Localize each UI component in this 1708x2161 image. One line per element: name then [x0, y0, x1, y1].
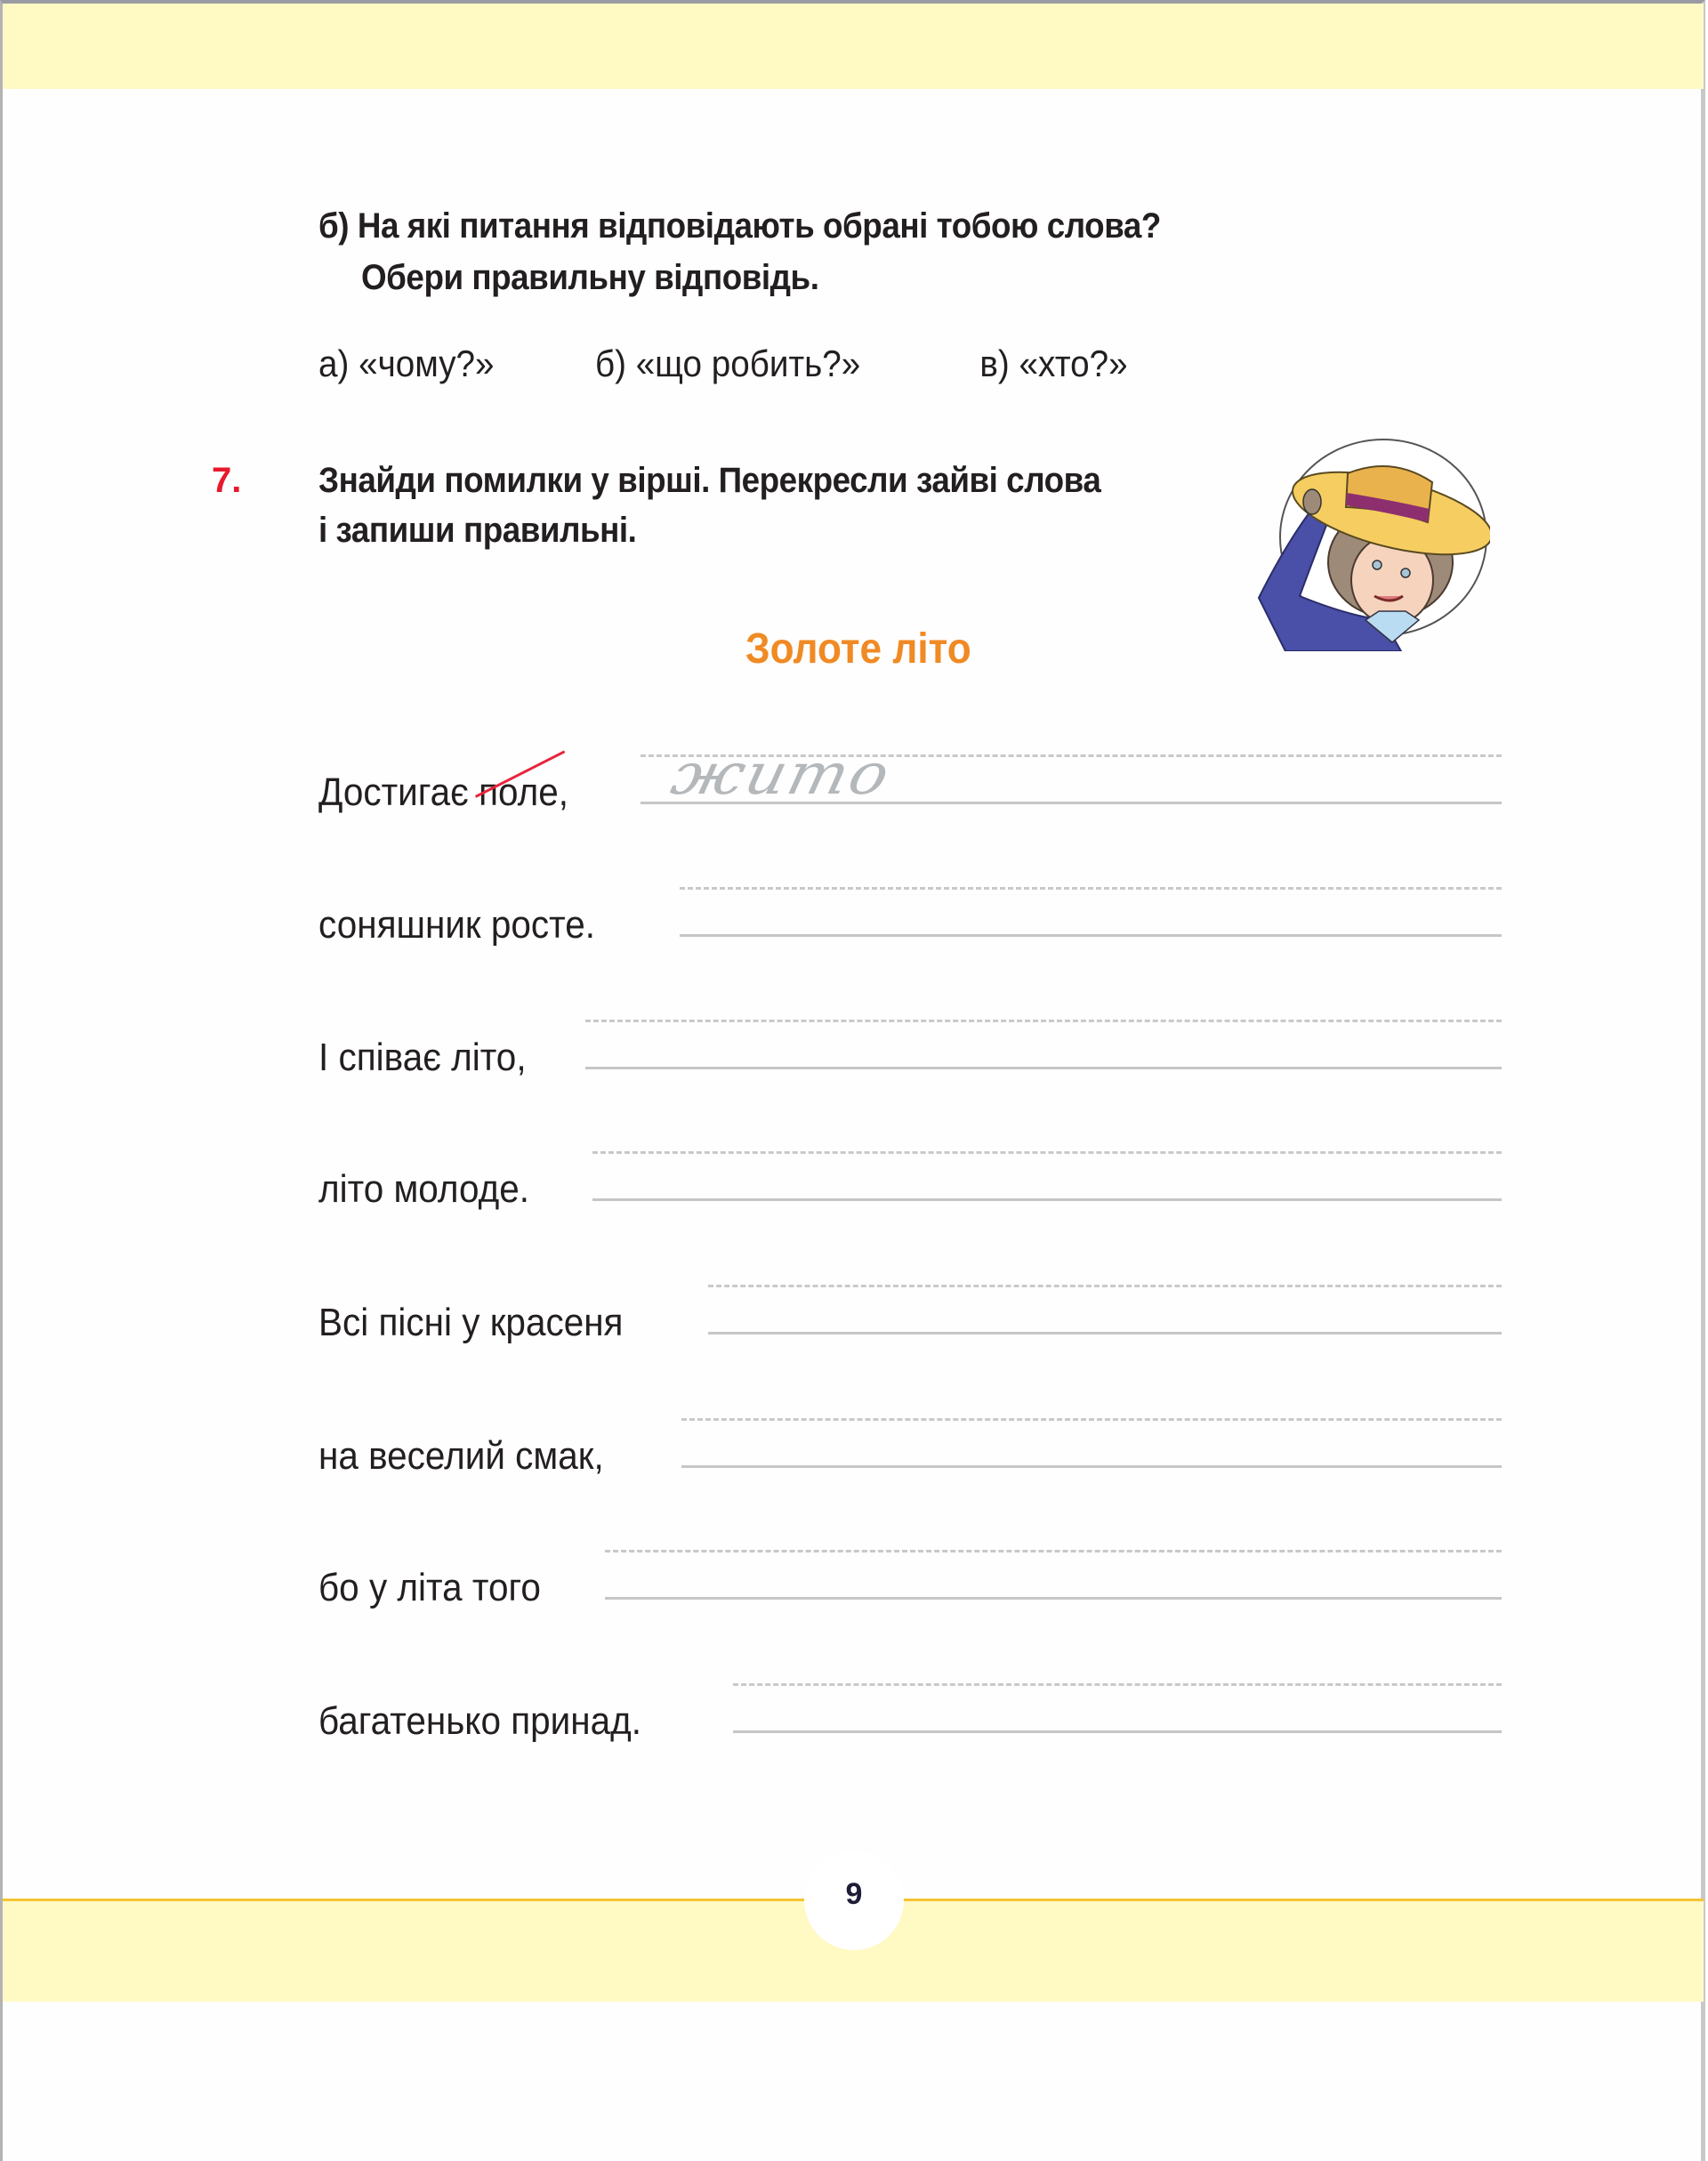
- poem-line-text: І співає літо,: [318, 1036, 527, 1079]
- poem-line-5: [318, 1285, 1502, 1356]
- guide-dashed-line: [605, 1550, 1502, 1552]
- subquestion-line-2: Обери правильну відповідь.: [361, 258, 819, 297]
- guide-dashed-line: [592, 1151, 1502, 1154]
- answer-field[interactable]: [733, 1683, 1502, 1733]
- header-band: [3, 4, 1704, 89]
- subquestion-line-1: б) На які питання відповідають обрані тобою слова?: [318, 206, 1161, 246]
- guide-dashed-line: [708, 1285, 1502, 1287]
- base-line: [708, 1332, 1502, 1334]
- answer-field[interactable]: [640, 742, 1502, 808]
- base-line: [733, 1730, 1502, 1733]
- page-number: 9: [804, 1851, 904, 1950]
- poem-line-text: Достигає поле ,: [318, 770, 568, 815]
- poem-line-text: на веселий смак,: [318, 1434, 604, 1478]
- answer-field[interactable]: [708, 1285, 1502, 1334]
- girl-in-hat-illustration-icon: [1250, 438, 1490, 651]
- poem-line-7: [318, 1550, 1502, 1621]
- poem-line-text: літо молоде.: [318, 1167, 530, 1211]
- answer-field[interactable]: [605, 1550, 1502, 1600]
- answer-field[interactable]: [680, 887, 1502, 937]
- poem-line-3: [318, 1020, 1502, 1091]
- guide-dashed-line: [733, 1683, 1502, 1686]
- guide-dashed-line: [585, 1020, 1502, 1022]
- poem-line-text: Всі пісні у красеня: [318, 1301, 624, 1344]
- task-number: 7.: [212, 461, 242, 500]
- base-line: [585, 1067, 1502, 1069]
- task-instruction-line-2: і запиши правильні.: [318, 511, 637, 550]
- poem-line-4: [318, 1151, 1502, 1222]
- poem-title: Золоте літо: [745, 625, 971, 673]
- base-line: [592, 1198, 1502, 1201]
- poem-line-6: [318, 1418, 1502, 1489]
- base-line: [680, 934, 1502, 937]
- poem-line-text: багатенько принад.: [318, 1699, 642, 1743]
- answer-field[interactable]: [585, 1020, 1502, 1069]
- guide-dashed-line: [681, 1418, 1502, 1421]
- poem-line-2: [318, 887, 1502, 958]
- poem-line-8: [318, 1683, 1502, 1754]
- answer-field[interactable]: [592, 1151, 1502, 1201]
- crossed-out-word: поле: [479, 770, 559, 815]
- option-c[interactable]: в) «хто?»: [979, 343, 1128, 384]
- option-b[interactable]: б) «що робить?»: [594, 343, 861, 384]
- base-line: [681, 1465, 1502, 1468]
- handwritten-answer: жито: [665, 742, 898, 808]
- poem-line-1: [318, 742, 1502, 826]
- poem-line-text: бо у літа того: [318, 1566, 541, 1609]
- poem-line-text: соняшник росте.: [318, 903, 596, 947]
- base-line: [605, 1597, 1502, 1600]
- answer-field[interactable]: [681, 1418, 1502, 1468]
- guide-dashed-line: [680, 887, 1502, 890]
- option-a[interactable]: а) «чому?»: [318, 343, 495, 384]
- task-instruction-line-1: Знайди помилки у вірші. Перекресли зайві слова: [318, 461, 1101, 500]
